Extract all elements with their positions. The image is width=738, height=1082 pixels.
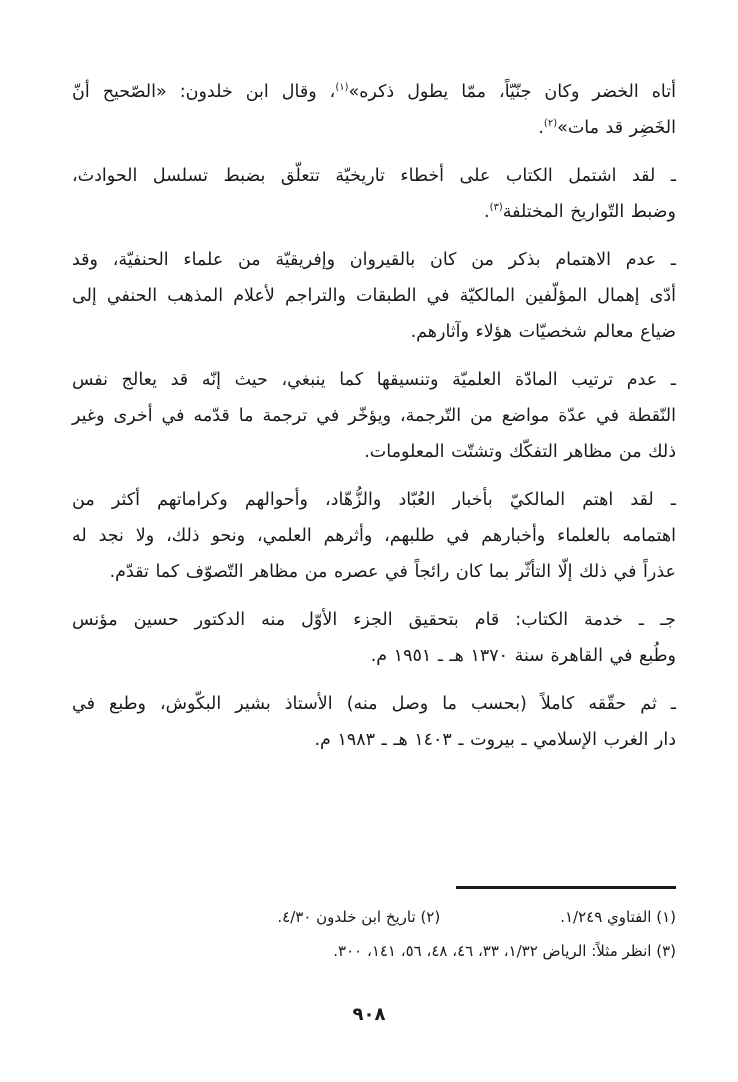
- paragraph-5-line-3: عذراً في ذلك إلّا التأثّر بما كان رائجاً في عصره من مظاهر التّصوّف كما تقدّم.: [109, 562, 676, 582]
- paragraph-2: [72, 158, 676, 230]
- footnote-ref-3: (٣): [489, 202, 503, 214]
- footnote-3: (٣) انظر مثلاً: الرياض ١/٣٢، ٣٣، ٤٦، ٤٨، ٥٦، ١٤١، ٣٠٠.: [333, 942, 676, 960]
- paragraph-4-line-3: ذلك من مظاهر التفكّك وتشتّت المعلومات.: [364, 442, 676, 462]
- footnote-2: (٢) تاريخ ابن خلدون ٤/٣٠.: [277, 908, 441, 926]
- text-segment: ، وقال ابن خلدون: «الصّحيح أنّ: [72, 82, 336, 102]
- footnote-row-1: [72, 900, 676, 934]
- footnotes: [72, 900, 676, 968]
- text-segment: وضبط التّواريخ المختلفة: [502, 202, 676, 222]
- text-segment: .: [483, 202, 490, 222]
- paragraph-3-line-2: أدّى إهمال المؤلّفين المالكيّة في الطبقات والتراجم لأعلام المذهب الحنفي إلى: [72, 286, 676, 306]
- paragraph-1-line-1: [72, 74, 676, 110]
- paragraph-4: [72, 362, 676, 470]
- footnote-divider: [456, 886, 676, 889]
- footnote-ref-1: (١): [335, 82, 349, 94]
- paragraph-2-line-1: ـ لقد اشتمل الكتاب على أخطاء تاريخيّة تتعلّق بضبط تسلسل الحوادث،: [72, 166, 676, 186]
- page-body: [72, 74, 676, 770]
- paragraph-3: [72, 242, 676, 350]
- text-segment: أتاه الخضر وكان جنّيّاً، ممّا يطول ذكره»: [348, 82, 677, 102]
- text-segment: الخَضِر قد مات»: [557, 118, 676, 138]
- paragraph-1: [72, 74, 676, 146]
- footnote-row-2: [72, 934, 676, 968]
- page-number: ٩٠٨: [352, 1004, 386, 1025]
- paragraph-7-line-1: ـ ثم حقّقه كاملاً (بحسب ما وصل منه) الأستاذ بشير البكّوش، وطبع في: [72, 694, 676, 714]
- paragraph-3-line-1: ـ عدم الاهتمام بذكر من كان بالقيروان وإفريقيّة من علماء الحنفيّة، وقد: [72, 250, 676, 270]
- paragraph-7: [72, 686, 676, 758]
- paragraph-3-line-3: ضياع معالم شخصيّات هؤلاء وآثارهم.: [410, 322, 676, 342]
- paragraph-2-line-2: [72, 194, 676, 230]
- paragraph-4-line-1: ـ عدم ترتيب المادّة العلميّة وتنسيقها كما ينبغي، حيث إنّه قد يعالج نفس: [72, 370, 676, 390]
- paragraph-6: [72, 602, 676, 674]
- footnote-ref-2: (٢): [543, 118, 558, 130]
- footnote-1: (١) الفتاوي ١/٢٤٩.: [560, 908, 676, 926]
- paragraph-7-line-2: دار الغرب الإسلامي ـ بيروت ـ ١٤٠٣ هـ ـ ١٩٨٣ م.: [314, 730, 676, 750]
- paragraph-4-line-2: النّقطة في عدّة مواضع من التّرجمة، ويؤخّر في ترجمة ما قدّمه في أخرى وغير: [72, 406, 676, 426]
- paragraph-6-line-2: وطُبع في القاهرة سنة ١٣٧٠ هـ ـ ١٩٥١ م.: [370, 646, 676, 666]
- paragraph-5-line-1: ـ لقد اهتم المالكيّ بأخبار العُبّاد والزُّهّاد، وأحوالهم وكراماتهم أكثر من: [72, 490, 676, 510]
- paragraph-6-line-1: جـ ـ خدمة الكتاب: قام بتحقيق الجزء الأوّل منه الدكتور حسين مؤنس: [72, 610, 676, 630]
- paragraph-1-line-2: [72, 110, 676, 146]
- paragraph-5: [72, 482, 676, 590]
- text-segment: .: [538, 118, 544, 138]
- paragraph-5-line-2: اهتمامه بالعلماء وأخبارهم في طلبهم، وأثرهم العلمي، ونحو ذلك، ولا نجد له: [72, 526, 676, 546]
